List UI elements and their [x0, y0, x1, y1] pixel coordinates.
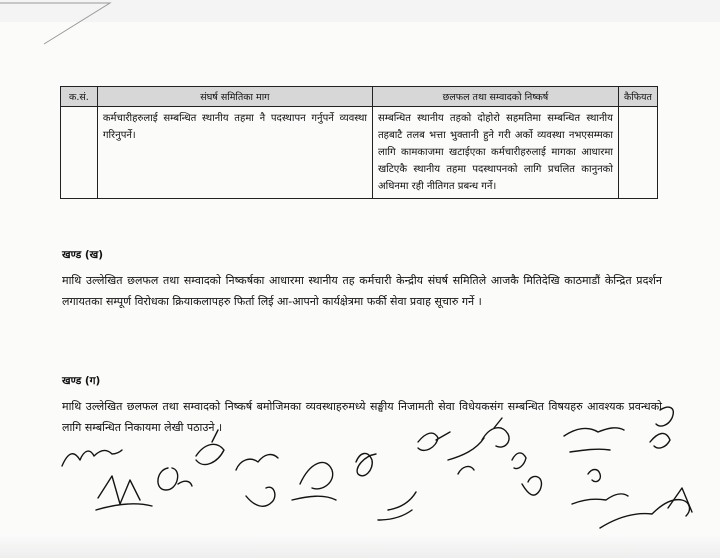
col-conclusion: छलफल तथा सम्वादको निष्कर्ष	[372, 87, 618, 107]
signature-8	[378, 492, 416, 520]
signature-19	[600, 500, 689, 528]
cell-remarks	[618, 107, 657, 199]
signature-6	[292, 462, 336, 500]
section-kha-text: माथि उल्लेखित छलफल तथा सम्वादको निष्कर्षका आधारमा स्थानीय तह कर्मचारी केन्द्रीय संघर्ष समितिले आजकै मितिदेखि काठमाडौं केन्द्रित प्रदर्शन लगायतका सम्पूर्ण विरोधका क्रियाकलापहरु फिर्ता लिई आ-आपनो कार्यक्षेत्रमा फर्की सेवा प्रवाह सूचारु गर्ने ।	[62, 274, 662, 308]
signature-3	[158, 468, 192, 490]
signature-18	[572, 494, 628, 504]
signature-14	[564, 428, 624, 452]
signature-13	[522, 476, 541, 495]
col-remarks: कैफियत	[618, 87, 657, 107]
table-row	[61, 107, 658, 199]
col-serial: क.सं.	[61, 87, 98, 107]
agreement-table	[60, 86, 658, 199]
signature-1	[62, 450, 122, 466]
table-header-row	[61, 87, 658, 107]
signature-7	[356, 453, 376, 475]
section-kha-heading: खण्ड (ख)	[62, 249, 104, 261]
signature-12	[512, 453, 526, 469]
section-ga-text: माथि उल्लेखित छलफल तथा सम्वादको निष्कर्ष बमोजिमका व्यवस्थाहरुमध्ये सङ्घीय निजामती सेवा विधेयकसंग सम्बन्धित विषयहरु आवश्यक प्रवन्धको लागि सम्बन्धित निकायमा लेखी पठाउने ।	[62, 400, 662, 434]
signature-5	[236, 455, 278, 507]
section-ga-heading: खण्ड (ग)	[62, 375, 101, 387]
cell-demand: कर्मचारीहरुलाई सम्बन्धित स्थानीय तहमा नै पदस्थापन गर्नुपर्ने व्यवस्था गरिनुपर्ने।	[97, 107, 372, 199]
bottom-margin	[0, 534, 720, 558]
cell-conclusion: सम्बन्धित स्थानीय तहको दोहोरो सहमतिमा सम्बन्धित स्थानीय तहबाटै तलब भत्ता भुक्तानी हुने गरी अर्को व्यवस्था नभएसम्मका लागि कामकाजमा खटाईएका कर्मचारीहरुलाई मागका आधारमा खटिएकै स्थानीय तहमा पदस्थापनको लागि प्रचलित कानुनको अधिनमा रही नीतिगत प्रबन्ध गर्ने।	[372, 107, 618, 199]
signature-9	[418, 432, 450, 450]
signature-11	[482, 418, 509, 447]
signature-2	[96, 476, 152, 510]
signature-10	[448, 438, 484, 474]
signature-4	[196, 430, 224, 465]
signature-15	[588, 470, 600, 482]
paper-fold-line	[0, 0, 720, 60]
col-demand: संघर्ष समितिका माग	[97, 87, 372, 107]
signature-16	[650, 433, 670, 448]
signature-17	[656, 407, 673, 426]
cell-serial	[61, 107, 98, 199]
